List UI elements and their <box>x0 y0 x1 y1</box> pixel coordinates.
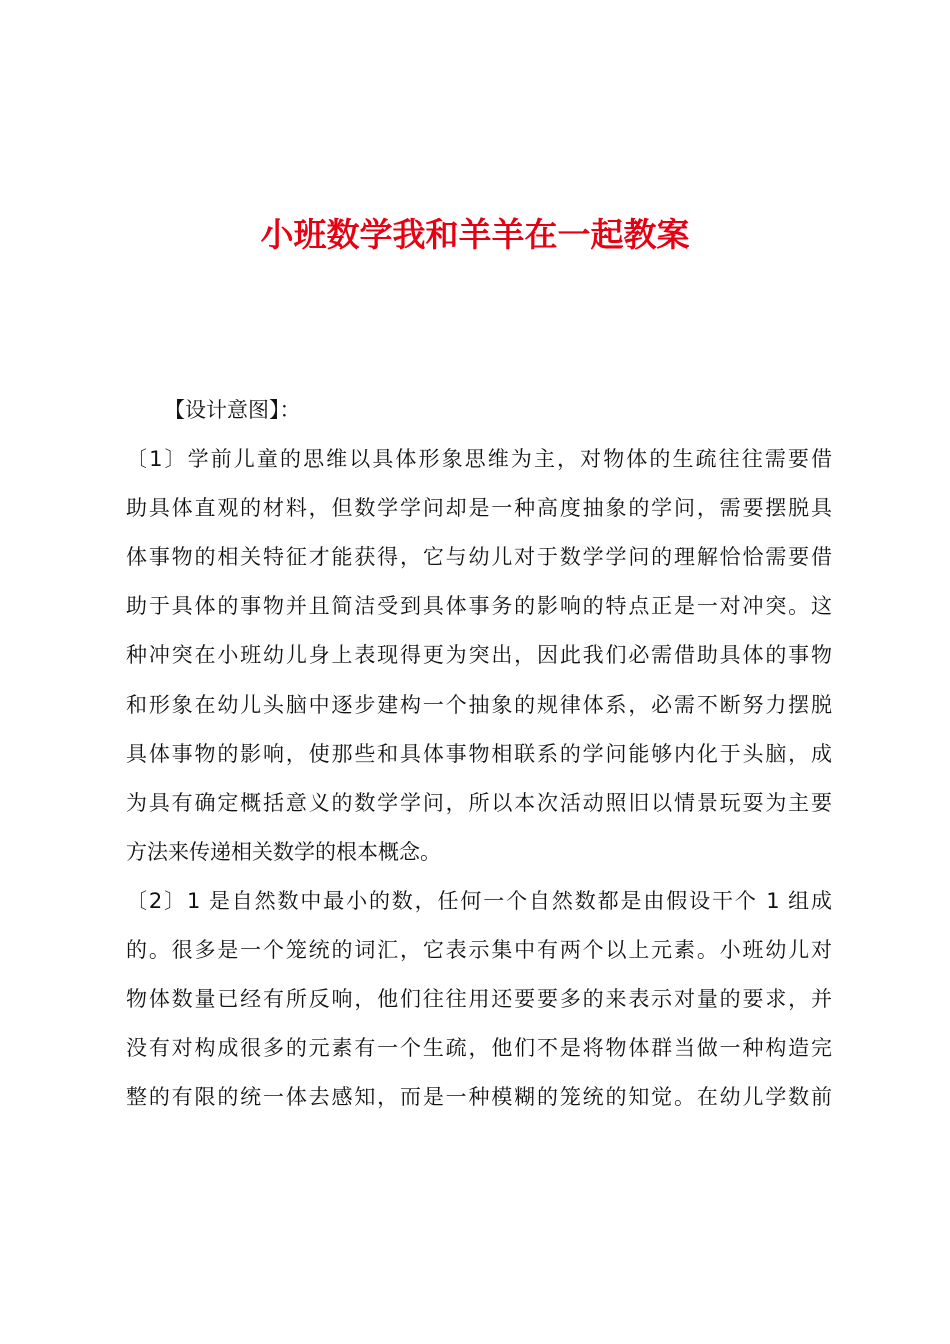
paragraph-line: 物体数量已经有所反响，他们往往用还要要多的来表示对量的要求，并 <box>126 987 832 1012</box>
paragraph-line: 种冲突在小班幼儿身上表现得更为突出，因此我们必需借助具体的事物 <box>126 643 832 668</box>
paragraph-line: 助于具体的事物并且简洁受到具体事务的影响的特点正是一对冲突。这 <box>126 594 832 619</box>
paragraph-line: 〔1〕学前儿童的思维以具体形象思维为主，对物体的生疏往往需要借 <box>126 447 832 472</box>
paragraph-line: 没有对构成很多的元素有一个生疏，他们不是将物体群当做一种构造完 <box>126 1036 832 1061</box>
paragraph-line: 助具体直观的材料，但数学学问却是一种高度抽象的学问，需要摆脱具 <box>126 496 832 521</box>
paragraph-line: 具体事物的影响，使那些和具体事物相联系的学问能够内化于头脑，成 <box>126 741 832 766</box>
paragraph-line: 〔2〕1 是自然数中最小的数，任何一个自然数都是由假设干个 1 组成 <box>126 888 832 913</box>
paragraph-line: 体事物的相关特征才能获得，它与幼儿对于数学学问的理解恰恰需要借 <box>126 545 832 570</box>
paragraph-line: 为具有确定概括意义的数学学问，所以本次活动照旧以情景玩耍为主要 <box>126 790 832 815</box>
document-body <box>126 386 832 1122</box>
paragraph-line: 整的有限的统一体去感知，而是一种模糊的笼统的知觉。在幼儿学数前 <box>126 1085 832 1110</box>
document-title: 小班数学我和羊羊在一起教案 <box>260 215 690 254</box>
paragraph-line: 和形象在幼儿头脑中逐步建构一个抽象的规律体系，必需不断努力摆脱 <box>126 692 832 717</box>
section-heading-design-intent: 【设计意图】： <box>164 398 301 422</box>
paragraph-line: 的。很多是一个笼统的词汇，它表示集中有两个以上元素。小班幼儿对 <box>126 938 832 963</box>
paragraph-line: 方法来传递相关数学的根本概念。 <box>126 839 441 864</box>
